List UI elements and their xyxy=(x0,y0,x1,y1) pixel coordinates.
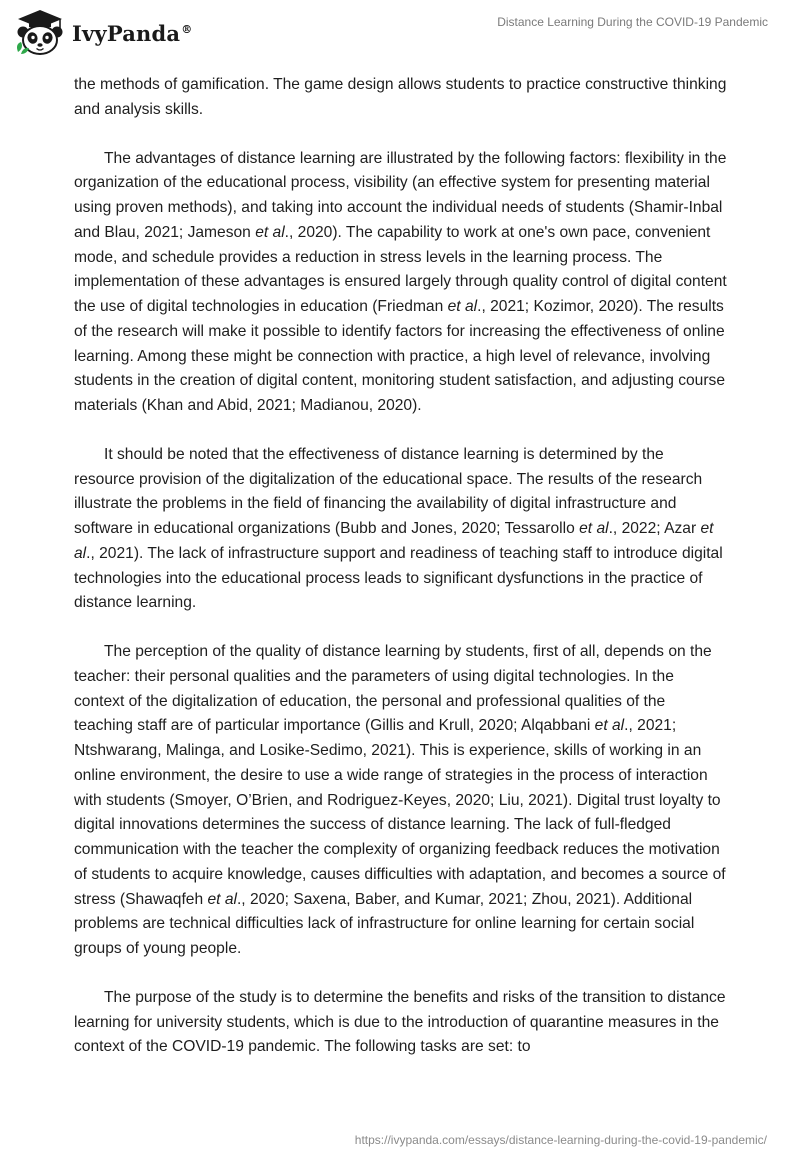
panda-graduation-cap-icon xyxy=(14,8,66,56)
page-header xyxy=(0,0,800,70)
body-paragraph xyxy=(74,640,728,962)
paragraph-text: the methods of gamification. The game design allows students to practice constructive thinking and analysis skills. xyxy=(74,76,727,118)
paragraph-text: The perception of the quality of distance learning by students, first of all, depends on the teacher: their personal qualities and the parameters of using digital technologies. In the context of the digitalization of education, the personal and professional qualities of the teaching staff are of particular importance (Gillis and Krull, 2020; Alqabbani xyxy=(74,643,712,735)
italic-text: et al xyxy=(594,717,625,735)
body-paragraph xyxy=(74,73,728,123)
italic-text: et al xyxy=(74,520,714,562)
paragraph-text: ., 2020; Saxena, Baber, and Kumar, 2021; Zhou, 2021). Additional problems are technical difficulties lack of infrastructure for online learning for certain social groups of young people. xyxy=(74,890,695,957)
body-paragraph xyxy=(74,986,728,1060)
brand-name xyxy=(72,21,192,46)
paragraph-text: ., 2021; Ntshwarang, Malinga, and Losike-Sedimo, 2021). This is experience, skills of working in an online environment, the desire to use a wide range of strategies in the process of interaction with students (Smoyer, O’Brien, and Rodriguez-Keyes, 2020; Liu, 2021). Digital trust loyalty to digital innovations determines the success of distance learning. The lack of full-fledged communication with the teacher the complexity of organizing feedback reduces the motivation of students to acquire knowledge, causes difficulties with adaptation, and becomes a source of stress (Shawaqfeh xyxy=(74,717,726,908)
document-title: Distance Learning During the COVID-19 Pandemic xyxy=(497,15,768,29)
italic-text: et al xyxy=(447,298,478,315)
body-paragraph xyxy=(74,147,728,419)
brand-name-text: IvyPanda xyxy=(72,20,181,46)
paragraph-text: It should be noted that the effectiveness of distance learning is determined by the resource provision of the digitalization of the educational space. The results of the research illustrate the problems in the field of financing the availability of digital infrastructure and software in educational organizations (Bubb and Jones, 2020; Tessarollo xyxy=(74,445,703,537)
body-paragraph xyxy=(74,443,728,616)
trademark-symbol: ® xyxy=(181,22,193,36)
essay-body xyxy=(74,73,728,1084)
paragraph-text: ., 2022; Azar xyxy=(608,520,701,537)
brand-logo[interactable] xyxy=(14,8,192,56)
italic-text: et al xyxy=(207,890,237,908)
paragraph-text: ., 2021). The lack of infrastructure support and readiness of teaching staff to introduce digital technologies into the educational process leads to significant dysfunctions in the practice of distance learning. xyxy=(74,544,723,612)
paragraph-text: The purpose of the study is to determine the benefits and risks of the transition to distance learning for university students, which is due to the introduction of quarantine measures in the context of the COVID-19 pandemic. The following tasks are set: to xyxy=(74,988,726,1056)
italic-text: et al xyxy=(579,520,609,537)
paragraph-text: The advantages of distance learning are illustrated by the following factors: flexibility in the organization of the educational process, visibility (an effective system for presenting material using proven methods), and taking into account the individual needs of students (Shamir-Inbal and Blau, 2021; Jameson xyxy=(74,149,727,241)
paragraph-text: ., 2020). The capability to work at one's own pace, convenient mode, and schedule provides a reduction in stress levels in the learning process. The implementation of these advantages is ensured largely through quality control of digital content the use of digital technologies in education (Friedman xyxy=(74,223,727,315)
paragraph-text: ., 2021; Kozimor, 2020). The results of the research will make it possible to identify factors for increasing the effectiveness of online learning. Among these might be connection with practice, a high level of relevance, involving students in the creation of digital content, monitoring student satisfaction, and adjusting course materials (Khan and Abid, 2021; Madianou, 2020). xyxy=(74,298,726,414)
italic-text: et al xyxy=(255,223,285,241)
source-url[interactable]: https://ivypanda.com/essays/distance-learning-during-the-covid-19-pandemic/ xyxy=(354,1133,767,1147)
